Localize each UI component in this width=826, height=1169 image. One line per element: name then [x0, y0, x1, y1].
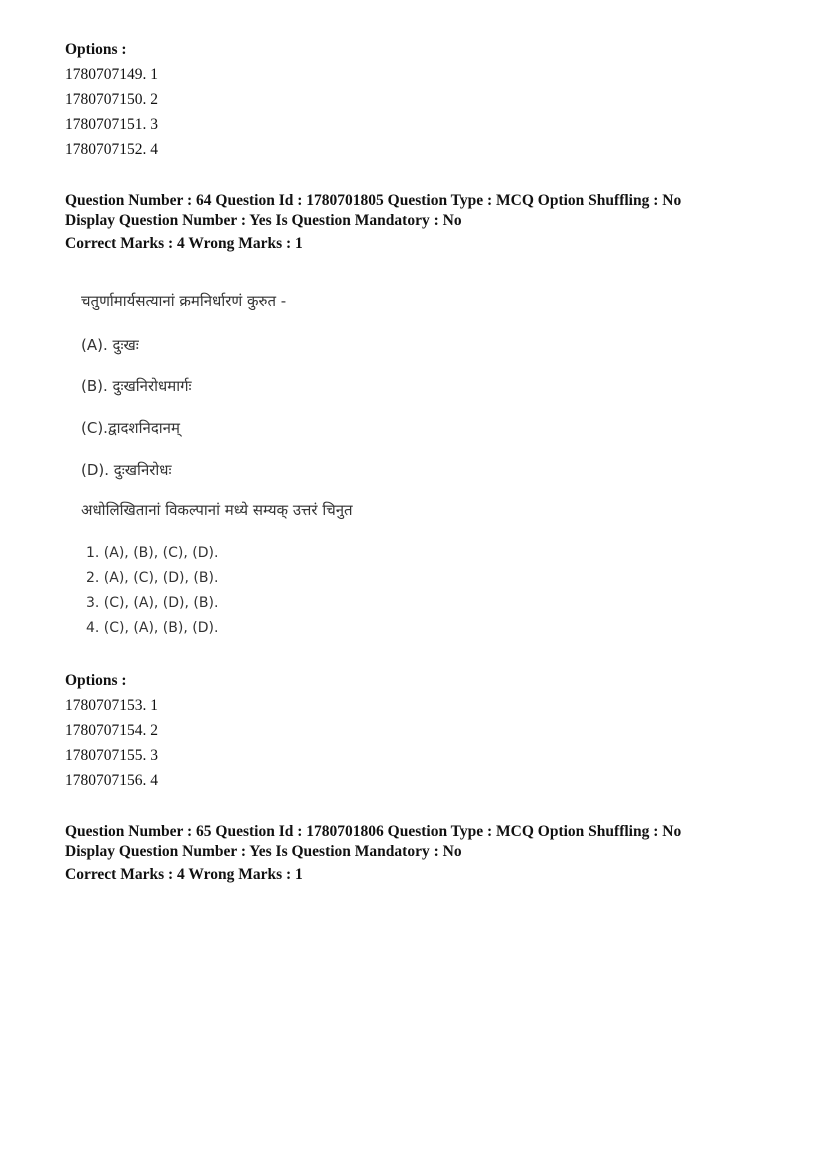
- question-64-meta: [65, 191, 681, 254]
- options-header: Options :: [65, 41, 127, 58]
- question-65-meta: [65, 822, 681, 885]
- option-id-3: 1780707151. 3: [65, 116, 158, 133]
- question-meta-line-2: Display Question Number : Yes Is Question Mandatory : No: [65, 843, 462, 860]
- answer-choice-3: 3. (C), (A), (D), (B).: [86, 595, 219, 611]
- options-section-q64: [65, 669, 158, 793]
- statement-b: (B). दुःखनिरोधमार्गः: [81, 377, 192, 395]
- statement-d: (D). दुःखनिरोधः: [81, 461, 172, 479]
- question-instruction: अधोलिखितानां विकल्पानां मध्ये सम्यक् उत्तरं चिनुत: [81, 501, 353, 519]
- answer-choice-2: 2. (A), (C), (D), (B).: [86, 570, 219, 586]
- option-id-1: 1780707149. 1: [65, 66, 158, 83]
- option-id-2: 1780707154. 2: [65, 722, 158, 739]
- answer-choice-1: 1. (A), (B), (C), (D).: [86, 545, 219, 561]
- question-stem: चतुर्णामार्यसत्यानां क्रमनिर्धारणं कुरुत -: [81, 292, 287, 310]
- answer-choices: [86, 541, 218, 641]
- statement-a: (A). दुःखः: [81, 336, 139, 354]
- question-meta-line-1: Question Number : 64 Question Id : 1780701805 Question Type : MCQ Option Shuffling : No: [65, 192, 682, 209]
- question-meta-line-1: Question Number : 65 Question Id : 1780701806 Question Type : MCQ Option Shuffling : No: [65, 823, 682, 840]
- question-marks-line: Correct Marks : 4 Wrong Marks : 1: [65, 866, 303, 883]
- option-id-1: 1780707153. 1: [65, 697, 158, 714]
- options-header: Options :: [65, 672, 127, 689]
- option-id-2: 1780707150. 2: [65, 91, 158, 108]
- question-marks-line: Correct Marks : 4 Wrong Marks : 1: [65, 235, 303, 252]
- answer-choice-4: 4. (C), (A), (B), (D).: [86, 620, 219, 636]
- option-id-4: 1780707156. 4: [65, 772, 158, 789]
- statement-c: (C).द्वादशनिदानम्: [81, 419, 180, 437]
- options-section-previous: [65, 38, 158, 162]
- question-meta-line-2: Display Question Number : Yes Is Question Mandatory : No: [65, 212, 462, 229]
- option-id-4: 1780707152. 4: [65, 141, 158, 158]
- option-id-3: 1780707155. 3: [65, 747, 158, 764]
